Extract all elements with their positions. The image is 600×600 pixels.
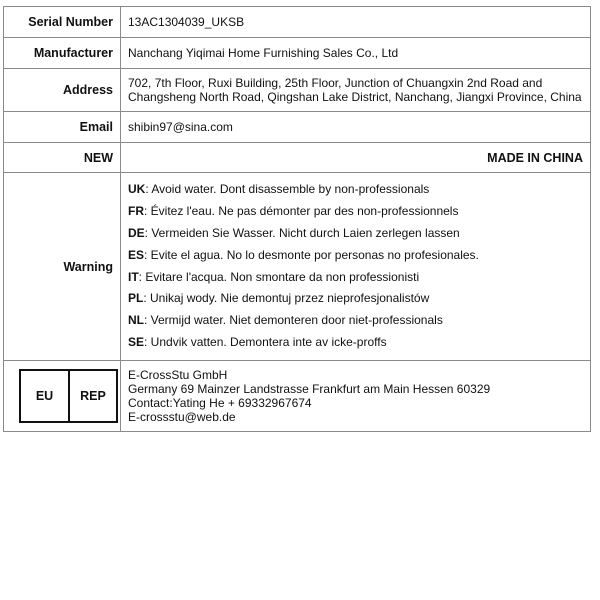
- new-row: [4, 143, 591, 173]
- address-label: Address: [4, 69, 121, 112]
- eu-rep-badge-cell: [4, 361, 121, 432]
- warning-text: : Evite el agua. No lo desmonte por personas no profesionales.: [144, 247, 479, 262]
- warning-text: : Vermijd water. Niet demonteren door niet-professionals: [144, 313, 443, 328]
- eu-badge-text: EU: [21, 371, 70, 421]
- manufacturer-label: Manufacturer: [4, 38, 121, 69]
- warning-item: [128, 245, 583, 267]
- eu-rep-contact: Contact:Yating He + 69332967674: [128, 396, 312, 410]
- serial-number-label: Serial Number: [4, 7, 121, 38]
- address-line: Changsheng North Road, Qingshan Lake District, Nanchang, Jiangxi Province, China: [128, 90, 582, 104]
- address-row: [4, 69, 591, 112]
- warning-lang-code: IT: [128, 269, 139, 284]
- eu-rep-email: E-crossstu@web.de: [128, 410, 236, 424]
- address-value: [121, 69, 591, 112]
- warning-list: [121, 173, 591, 361]
- warning-item: [128, 288, 583, 310]
- eu-rep-details: [121, 361, 591, 432]
- warning-lang-code: FR: [128, 204, 144, 219]
- eu-rep-company: E-CrossStu GmbH: [128, 368, 228, 382]
- warning-item: [128, 332, 583, 354]
- manufacturer-row: [4, 38, 591, 69]
- eu-rep-badge: [19, 369, 118, 423]
- eu-rep-address: Germany 69 Mainzer Landstrasse Frankfurt am Main Hessen 60329: [128, 382, 491, 396]
- warning-text: : Avoid water. Dont disassemble by non-professionals: [145, 182, 430, 197]
- warning-text: : Évitez l'eau. Ne pas démonter par des non-professionnels: [144, 204, 459, 219]
- warning-item: [128, 267, 583, 289]
- warning-lang-code: DE: [128, 225, 145, 240]
- eu-rep-row: [4, 361, 591, 432]
- warning-label: Warning: [4, 173, 121, 361]
- warning-item: [128, 310, 583, 332]
- warning-lang-code: NL: [128, 313, 144, 328]
- warning-lang-code: UK: [128, 182, 146, 197]
- manufacturer-value: Nanchang Yiqimai Home Furnishing Sales Co., Ltd: [121, 38, 591, 69]
- warning-text: : Undvik vatten. Demontera inte av icke-proffs: [144, 334, 387, 349]
- email-value: shibin97@sina.com: [121, 112, 591, 143]
- made-in-china-text: MADE IN CHINA: [121, 143, 591, 173]
- email-row: [4, 112, 591, 143]
- address-line: 702, 7th Floor, Ruxi Building, 25th Floor, Junction of Chuangxin 2nd Road and: [128, 76, 543, 90]
- warning-lang-code: ES: [128, 247, 145, 262]
- email-label: Email: [4, 112, 121, 143]
- warning-item: [128, 179, 583, 201]
- product-label-table: [3, 6, 591, 432]
- serial-number-value: 13AC1304039_UKSB: [121, 7, 591, 38]
- warning-lang-code: SE: [128, 334, 145, 349]
- warning-row: [4, 173, 591, 361]
- warning-text: : Vermeiden Sie Wasser. Nicht durch Laien zerlegen lassen: [144, 225, 460, 240]
- warning-item: [128, 201, 583, 223]
- warning-item: [128, 223, 583, 245]
- rep-badge-text: REP: [80, 389, 106, 403]
- warning-text: : Unikaj wody. Nie demontuj przez nieprofesjonalistów: [143, 291, 430, 306]
- warning-text: : Evitare l'acqua. Non smontare da non professionisti: [138, 269, 420, 284]
- serial-number-row: [4, 7, 591, 38]
- new-label: NEW: [4, 143, 121, 173]
- warning-lang-code: PL: [128, 291, 144, 306]
